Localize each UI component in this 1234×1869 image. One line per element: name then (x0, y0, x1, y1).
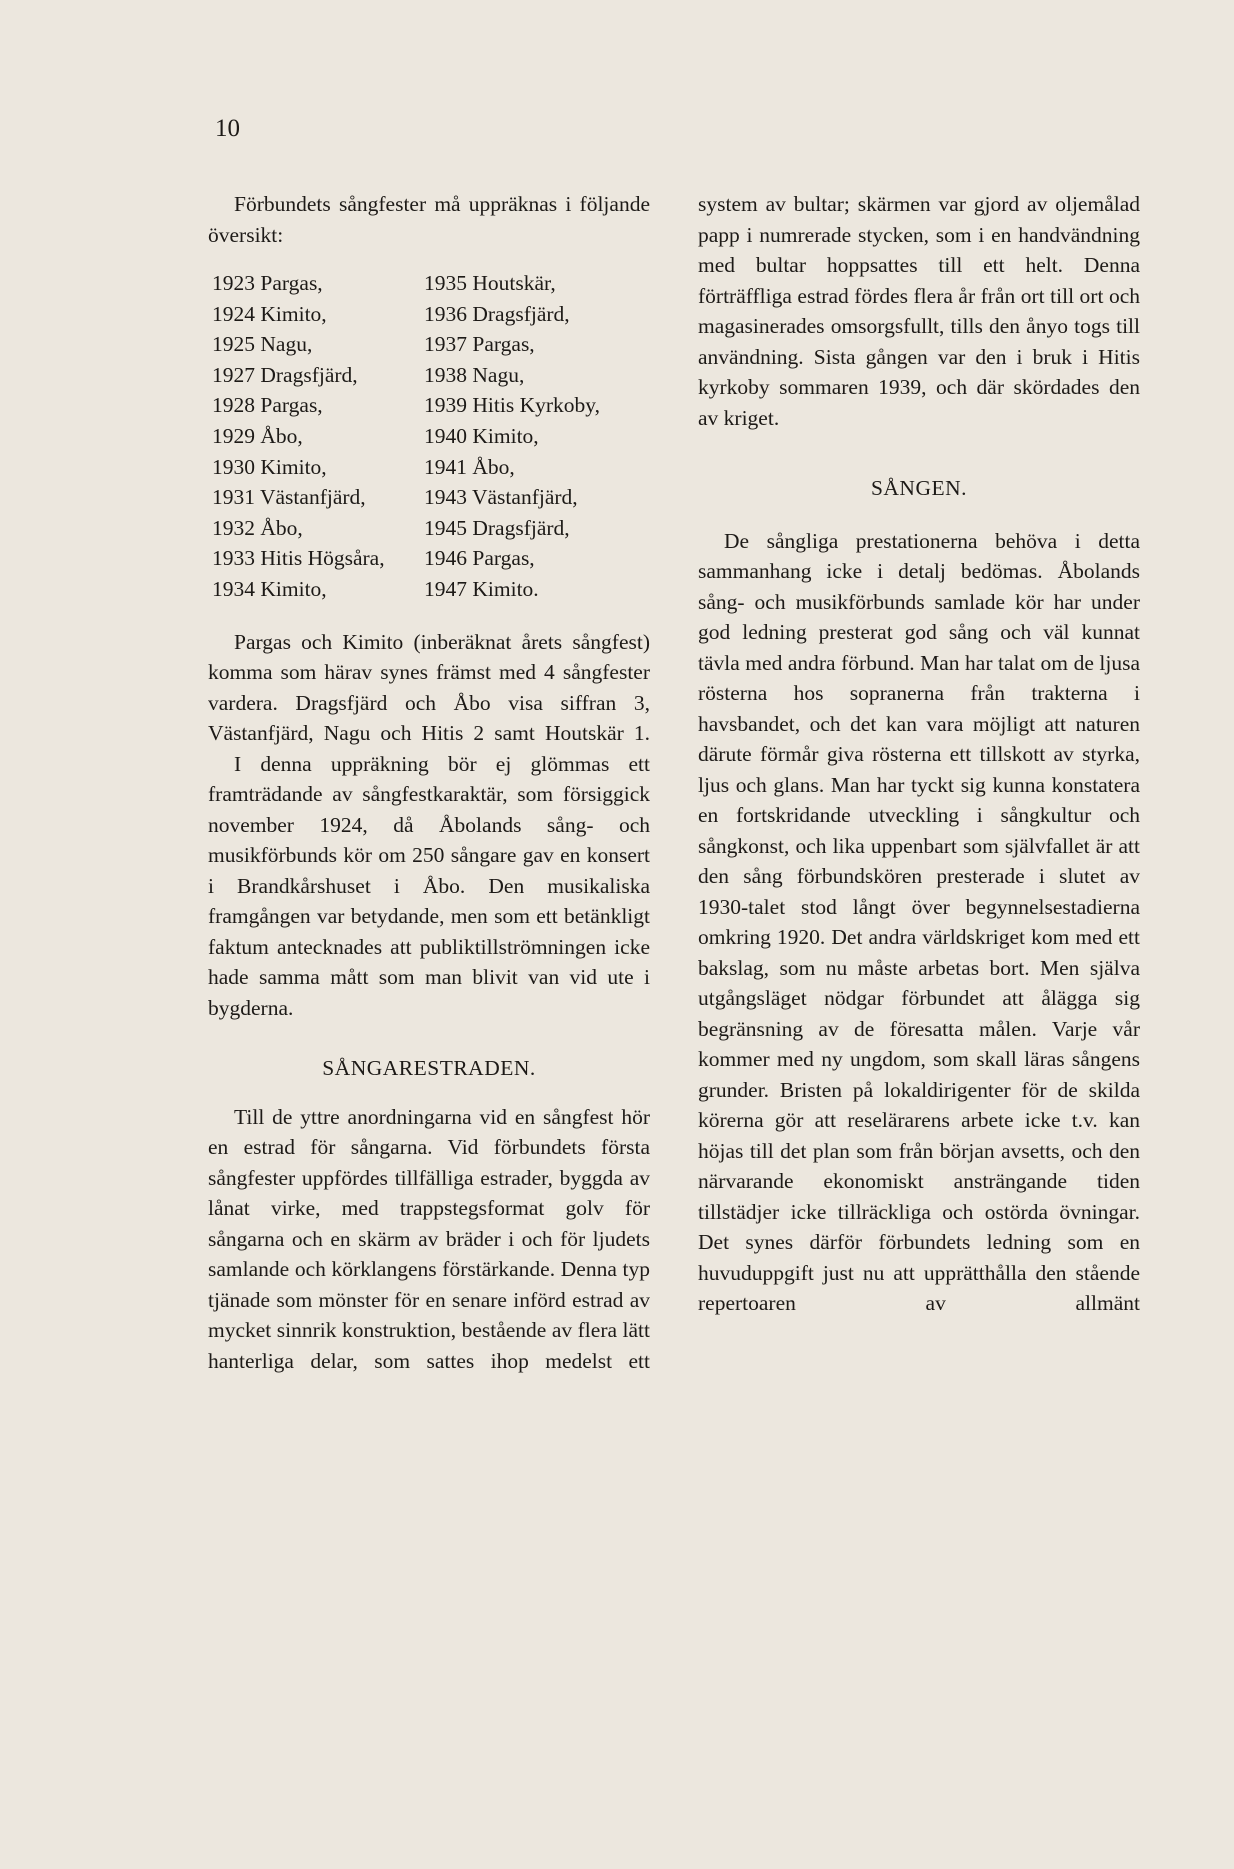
festival-entry-right: 1940 Kimito, (424, 423, 539, 448)
festival-entry-right: 1943 Västanfjärd, (424, 485, 578, 510)
festival-entry-left: 1930 Kimito, (212, 454, 327, 479)
left-column (208, 189, 650, 1376)
festival-row (212, 268, 600, 299)
page-number: 10 (215, 115, 240, 142)
festival-row (212, 299, 600, 330)
festival-entry-left: 1931 Västanfjärd, (212, 485, 366, 510)
festival-row (212, 482, 600, 513)
festival-row (212, 513, 600, 544)
festival-row (212, 329, 600, 360)
paragraph-estrad-continued: system av bultar; skärmen var gjord av oljemålad papp i numrerade stycken, som i en handvändning med bultar hoppsattes till ett helt. Denna förträffliga estrad fördes flera år från ort till ort och magasinerades omsorgsfullt, tills den ånyo togs till användning. Sista gången var den i bruk i Hitis kyrkoby sommaren 1939, och där skördades den av kriget. (698, 192, 1140, 430)
festival-entry-left: 1934 Kimito, (212, 576, 327, 601)
festival-row (212, 574, 600, 605)
festival-entry-left: 1924 Kimito, (212, 301, 327, 326)
festival-entry-left: 1932 Åbo, (212, 515, 303, 540)
festival-entry-left: 1925 Nagu, (212, 332, 313, 357)
festival-entry-right: 1945 Dragsfjärd, (424, 515, 570, 540)
paragraph-estrad: Till de yttre anordningarna vid en sångfest hör en estrad för sångarna. Vid förbundets första sångfester uppfördes tillfälliga estrader, byggda av lånat virke, med trappstegsformat golv för sångarna och en skärm av bräder i och för ljudets samlande och körklangens förstärkande. Denna typ tjänade som mönster för en senare införd estrad av mycket sinnrik konstruktion, bestående av flera lätt hanterliga delar, som sattes ihop medelst ett (208, 1104, 650, 1373)
right-column (698, 189, 1140, 1319)
festival-entry-right: 1941 Åbo, (424, 454, 515, 479)
festival-list (212, 268, 600, 605)
festival-row (212, 360, 600, 391)
festival-row (212, 421, 600, 452)
festival-row (212, 390, 600, 421)
paragraph-concert: I denna uppräkning bör ej glömmas ett framträdande av sångfestkaraktär, som försiggick november 1924, då Åbolands sång- och musikförbunds kör om 250 sångare gav en konsert i Brandkårshuset i Åbo. Den musikaliska framgången var betydande, men som ett betänkligt faktum antecknades att publiktillströmningen icke hade samma mått som man blivit van vid ute i bygderna. (208, 751, 650, 1020)
paragraph-sangen: De sångliga prestationerna behöva i detta sammanhang icke i detalj bedömas. Åbolands sång- och musikförbunds samlade kör har under god ledning presterat god sång och väl kunnat tävla med andra förbund. Man har talat om de ljusa rösterna hos sopranerna från trakterna i havsbandet, och det kan vara möjligt att naturen därute förmår giva rösterna ett tillskott av styrka, ljus och glans. Man har tyckt sig kunna konstatera en fortskridande utveckling i sångkultur och sångkonst, och lika uppenbart som självfallet är att den sång förbundskören presterade i slutet av 1930-talet stod långt över begynnelsestadierna omkring 1920. Det andra världskriget kom med ett bakslag, som nu måste arbetas bort. Men själva utgångsläget nödgar förbundet att ålägga sig begränsning av de föresatta målen. Varje vår kommer med ny ungdom, som skall läras sångens grunder. Bristen på lokaldirigenter för de skilda körerna gör att reselärarens arbete icke t.v. kan höjas till det plan som från början avsetts, och den närvarande ekonomiskt ansträngande tiden tillstädjer icke tillräckliga och ostörda övningar. Det synes därför förbundets ledning som en huvuduppgift just nu att upprätthålla den stående repertoaren av allmänt (698, 528, 1140, 1315)
section-heading-estrad: SÅNGARESTRADEN. (322, 1056, 536, 1081)
festival-entry-right: 1947 Kimito. (424, 576, 539, 601)
festival-entry-right: 1937 Pargas, (424, 332, 535, 357)
festival-entry-left: 1927 Dragsfjärd, (212, 362, 358, 387)
festival-entry-right: 1938 Nagu, (424, 362, 525, 387)
festival-row (212, 452, 600, 483)
festival-entry-right: 1936 Dragsfjärd, (424, 301, 570, 326)
festival-entry-left: 1923 Pargas, (212, 271, 323, 295)
paragraph-summary: Pargas och Kimito (inberäknat årets sångfest) komma som härav synes främst med 4 sångfester vardera. Dragsfjärd och Åbo visa siffran 3, Västanfjärd, Nagu och Hitis 2 samt Houtskär 1. (208, 629, 650, 746)
festival-entry-right: 1946 Pargas, (424, 546, 535, 571)
festival-entry-left: 1929 Åbo, (212, 423, 303, 448)
intro-paragraph: Förbundets sångfester må uppräknas i följande översikt: (208, 192, 650, 247)
festival-entry-left: 1928 Pargas, (212, 393, 323, 418)
festival-row (212, 543, 600, 574)
festival-entry-right: 1939 Hitis Kyrkoby, (424, 393, 600, 418)
festival-entry-left: 1933 Hitis Högsåra, (212, 546, 385, 571)
festival-entry-right: 1935 Houtskär, (424, 271, 556, 295)
section-heading-sangen: SÅNGEN. (870, 476, 968, 500)
